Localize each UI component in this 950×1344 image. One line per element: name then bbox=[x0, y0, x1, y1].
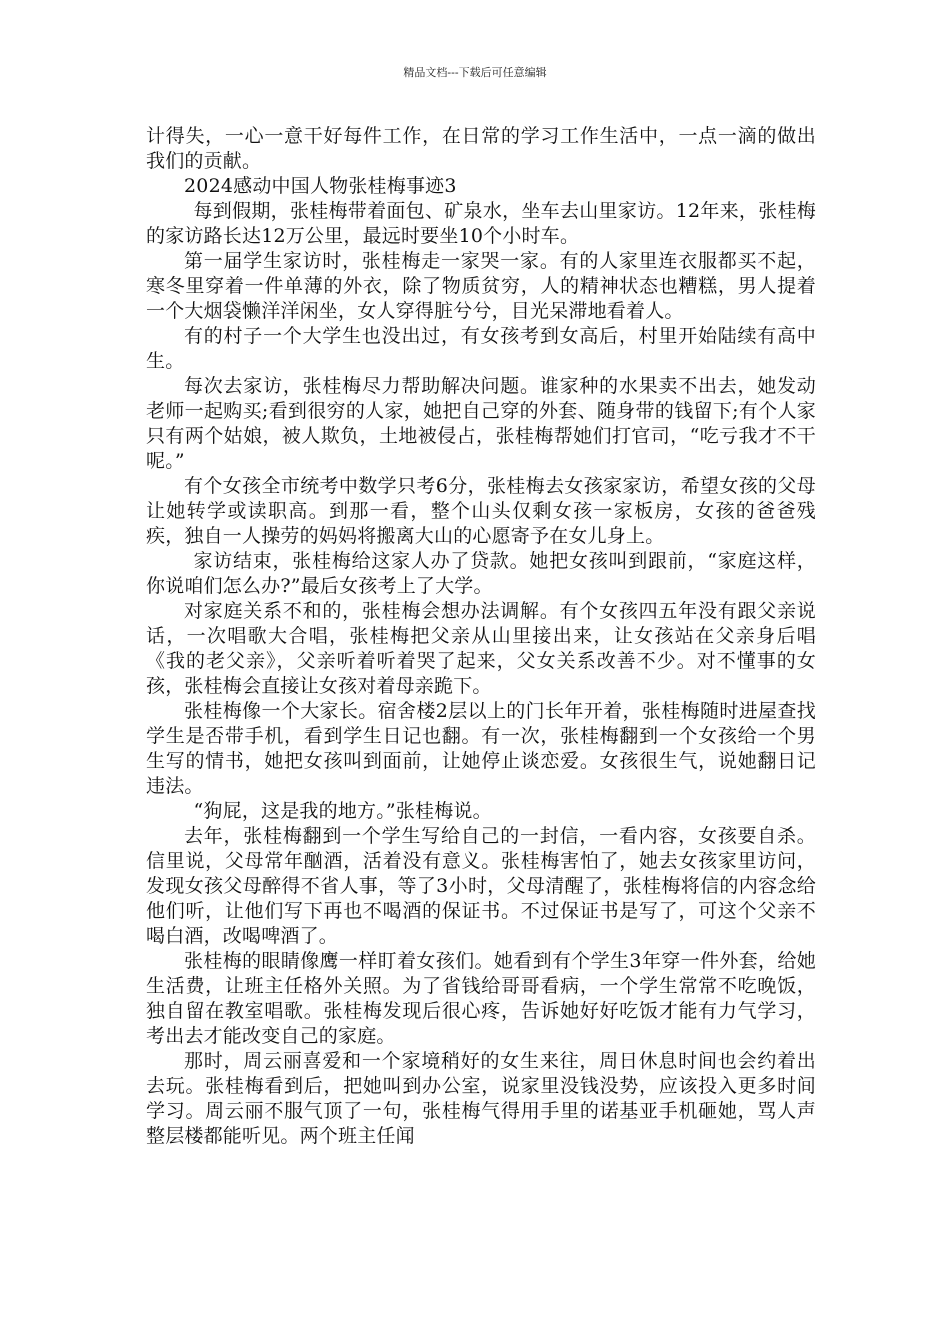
paragraph: 那时，周云丽喜爱和一个家境稍好的女生来往，周日休息时间也会约着出去玩。张桂梅看到后，把她叫到办公室，说家里没钱没势，应该投入更多时间学习。周云丽不服气顶了一句，张桂梅气得用手里的诺基亚手机砸她，骂人声整层楼都能听见。两个班主任闻 bbox=[146, 1050, 816, 1147]
paragraph: 张桂梅像一个大家长。宿舍楼2层以上的门长年开着，张桂梅随时进屋查找学生是否带手机，看到学生日记也翻。有一次，张桂梅翻到一个女孩给一个男生写的情书，她把女孩叫到面前，让她停止谈恋爱。女孩很生气，说她翻日记违法。 bbox=[146, 700, 816, 797]
paragraph: 张桂梅的眼睛像鹰一样盯着女孩们。她看到有个学生3年穿一件外套，给她生活费，让班主任格外关照。为了省钱给哥哥看病，一个学生常常不吃晚饭，独自留在教室唱歌。张桂梅发现后很心疼，告诉她好好吃饭才能有力气学习，考出去才能改变自己的家庭。 bbox=[146, 950, 816, 1047]
section-heading: 2024感动中国人物张桂梅事迹3 bbox=[184, 175, 457, 197]
paragraph: 对家庭关系不和的，张桂梅会想办法调解。有个女孩四五年没有跟父亲说话，一次唱歌大合唱，张桂梅把父亲从山里接出来，让女孩站在父亲身后唱《我的老父亲》，父亲听着听着哭了起来，父女关系改善不少。对不懂事的女孩，张桂梅会直接让女孩对着母亲跪下。 bbox=[146, 600, 816, 697]
paragraph: 第一届学生家访时，张桂梅走一家哭一家。有的人家里连衣服都买不起，寒冬里穿着一件单薄的外衣，除了物质贫穷，人的精神状态也糟糕，男人提着一个大烟袋懒洋洋闲坐，女人穿得脏兮兮，目光呆滞地看着人。 bbox=[146, 250, 816, 322]
paragraph: 家访结束，张桂梅给这家人办了贷款。她把女孩叫到跟前，“家庭这样，你说咱们怎么办?”最后女孩考上了大学。 bbox=[146, 550, 816, 597]
paragraph: 去年，张桂梅翻到一个学生写给自己的一封信，一看内容，女孩要自杀。信里说，父母常年酗酒，活着没有意义。张桂梅害怕了，她去女孩家里访问，发现女孩父母醉得不省人事，等了3小时，父母清醒了，张桂梅将信的内容念给他们听，让他们写下再也不喝酒的保证书。不过保证书是写了，可这个父亲不喝白酒，改喝啤酒了。 bbox=[146, 825, 816, 947]
paragraph: 每到假期，张桂梅带着面包、矿泉水，坐车去山里家访。12年来，张桂梅的家访路长达12万公里，最远时要坐10个小时车。 bbox=[146, 200, 816, 247]
page-header: 精品文档---下载后可任意编辑 bbox=[403, 66, 547, 79]
paragraph: 每次去家访，张桂梅尽力帮助解决问题。谁家种的水果卖不出去，她发动老师一起购买;看到很穷的人家，她把自己穿的外套、随身带的钱留下;有个人家只有两个姑娘，被人欺负，土地被侵占，张桂梅帮她们打官司，“吃亏我才不干呢。” bbox=[146, 375, 816, 472]
paragraph: 有个女孩全市统考中数学只考6分，张桂梅去女孩家家访，希望女孩的父母让她转学或读职高。到那一看，整个山头仅剩女孩一家板房，女孩的爸爸残疾，独自一人操劳的妈妈将搬离大山的心愿寄予在女儿身上。 bbox=[146, 475, 816, 547]
paragraph: “狗屁，这是我的地方。”张桂梅说。 bbox=[193, 800, 492, 822]
paragraph-continuation: 计得失，一心一意干好每件工作，在日常的学习工作生活中，一点一滴的做出我们的贡献。 bbox=[146, 125, 816, 172]
paragraph: 有的村子一个大学生也没出过，有女孩考到女高后，村里开始陆续有高中生。 bbox=[146, 325, 816, 372]
document-body bbox=[146, 124, 816, 1149]
